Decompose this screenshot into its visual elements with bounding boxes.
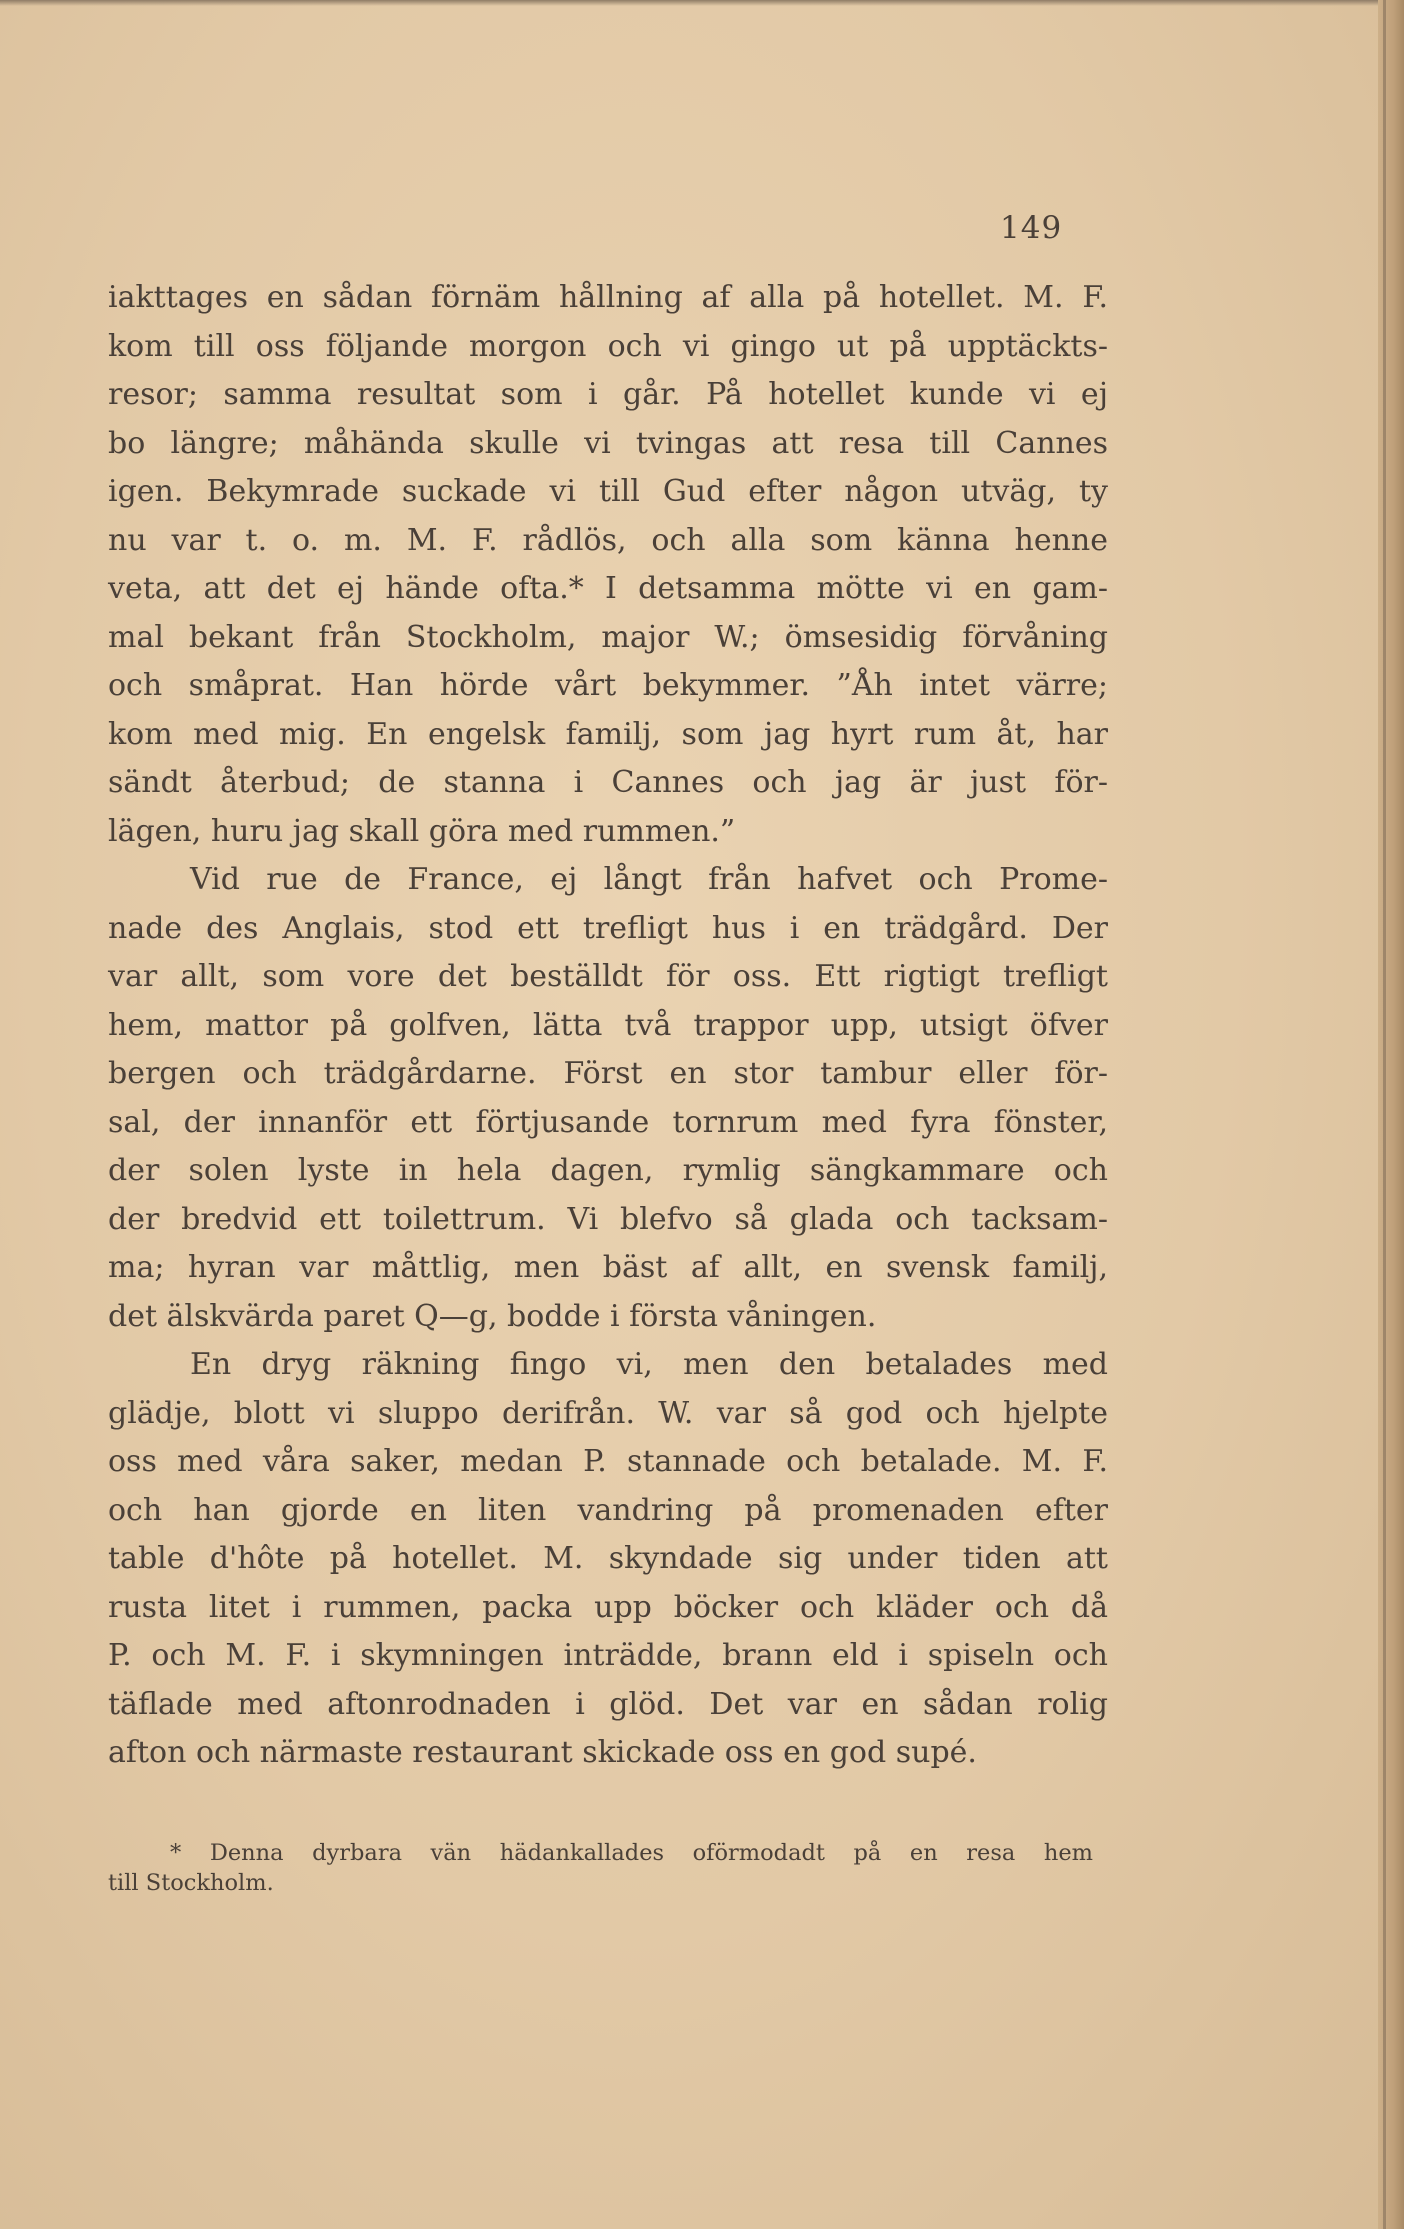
text-line: och han gjorde en liten vandring på promenaden efter xyxy=(108,1492,1108,1528)
body-text xyxy=(108,274,1108,1778)
text-line: och småprat. Han hörde vårt bekymmer. ”Åh intet värre; xyxy=(108,668,1108,703)
text-line: bergen och trädgårdarne. Först en stor tambur eller för- xyxy=(108,1056,1108,1091)
text-line: hem, mattor på golfven, lätta två trappor upp, utsigt öfver xyxy=(108,1007,1108,1043)
page-right-edge xyxy=(1378,0,1404,2229)
text-line: rusta litet i rummen, packa upp böcker och kläder och då xyxy=(108,1589,1108,1625)
text-line: resor; samma resultat som i går. På hotellet kunde vi ej xyxy=(108,377,1108,412)
text-line: bo längre; måhända skulle vi tvingas att resa till Cannes xyxy=(108,425,1108,461)
text-line: täflade med aftonrodnaden i glöd. Det var en sådan rolig xyxy=(108,1686,1108,1722)
text-line: kom till oss följande morgon och vi gingo ut på upptäckts- xyxy=(108,328,1108,364)
footnote-line: till Stockholm. xyxy=(108,1870,274,1896)
footnote xyxy=(108,1838,1093,1898)
text-line: ma; hyran var måttlig, men bäst af allt, en svensk familj, xyxy=(108,1250,1108,1285)
text-line: mal bekant från Stockholm, major W.; ömsesidig förvåning xyxy=(108,619,1108,655)
text-line: sal, der innanför ett förtjusande tornrum med fyra fönster, xyxy=(108,1104,1108,1140)
text-line: nade des Anglais, stod ett trefligt hus i en trädgård. Der xyxy=(108,910,1108,946)
binding-shadow xyxy=(1383,0,1386,2229)
text-line: glädje, blott vi sluppo derifrån. W. var så god och hjelpte xyxy=(108,1395,1108,1431)
text-line: table d'hôte på hotellet. M. skyndade sig under tiden att xyxy=(108,1541,1108,1576)
text-line: lägen, huru jag skall göra med rummen.” xyxy=(108,813,736,849)
text-line: det älskvärda paret Q—g, bodde i första våningen. xyxy=(108,1298,877,1334)
text-line: iakttages en sådan förnäm hållning af alla på hotellet. M. F. xyxy=(108,280,1108,315)
text-line: var allt, som vore det beställdt för oss. Ett rigtigt trefligt xyxy=(108,959,1108,994)
paragraph-start-line: En dryg räkning fingo vi, men den betalades med xyxy=(190,1347,1108,1382)
text-line: der bredvid ett toilettrum. Vi blefvo så glada och tacksam- xyxy=(108,1201,1108,1237)
text-line: veta, att det ej hände ofta.* I detsamma mötte vi en gam- xyxy=(108,571,1108,606)
text-line: der solen lyste in hela dagen, rymlig sängkammare och xyxy=(108,1153,1108,1188)
text-line: afton och närmaste restaurant skickade oss en god supé. xyxy=(108,1735,977,1770)
footnote-line: * Denna dyrbara vän hädankallades oförmodadt på en resa hem xyxy=(170,1840,1093,1866)
text-line: nu var t. o. m. M. F. rådlös, och alla som känna henne xyxy=(108,522,1108,558)
paragraph-start-line: Vid rue de France, ej långt från hafvet och Prome- xyxy=(190,862,1108,897)
text-line: P. och M. F. i skymningen inträdde, brann eld i spiseln och xyxy=(108,1638,1108,1673)
page-number: 149 xyxy=(1000,210,1063,246)
page-top-edge xyxy=(0,0,1404,6)
text-line: oss med våra saker, medan P. stannade och betalade. M. F. xyxy=(108,1444,1108,1479)
text-line: sändt återbud; de stanna i Cannes och jag är just för- xyxy=(108,765,1108,800)
text-line: igen. Bekymrade suckade vi till Gud efter någon utväg, ty xyxy=(108,474,1108,509)
text-line: kom med mig. En engelsk familj, som jag hyrt rum åt, har xyxy=(108,716,1108,752)
